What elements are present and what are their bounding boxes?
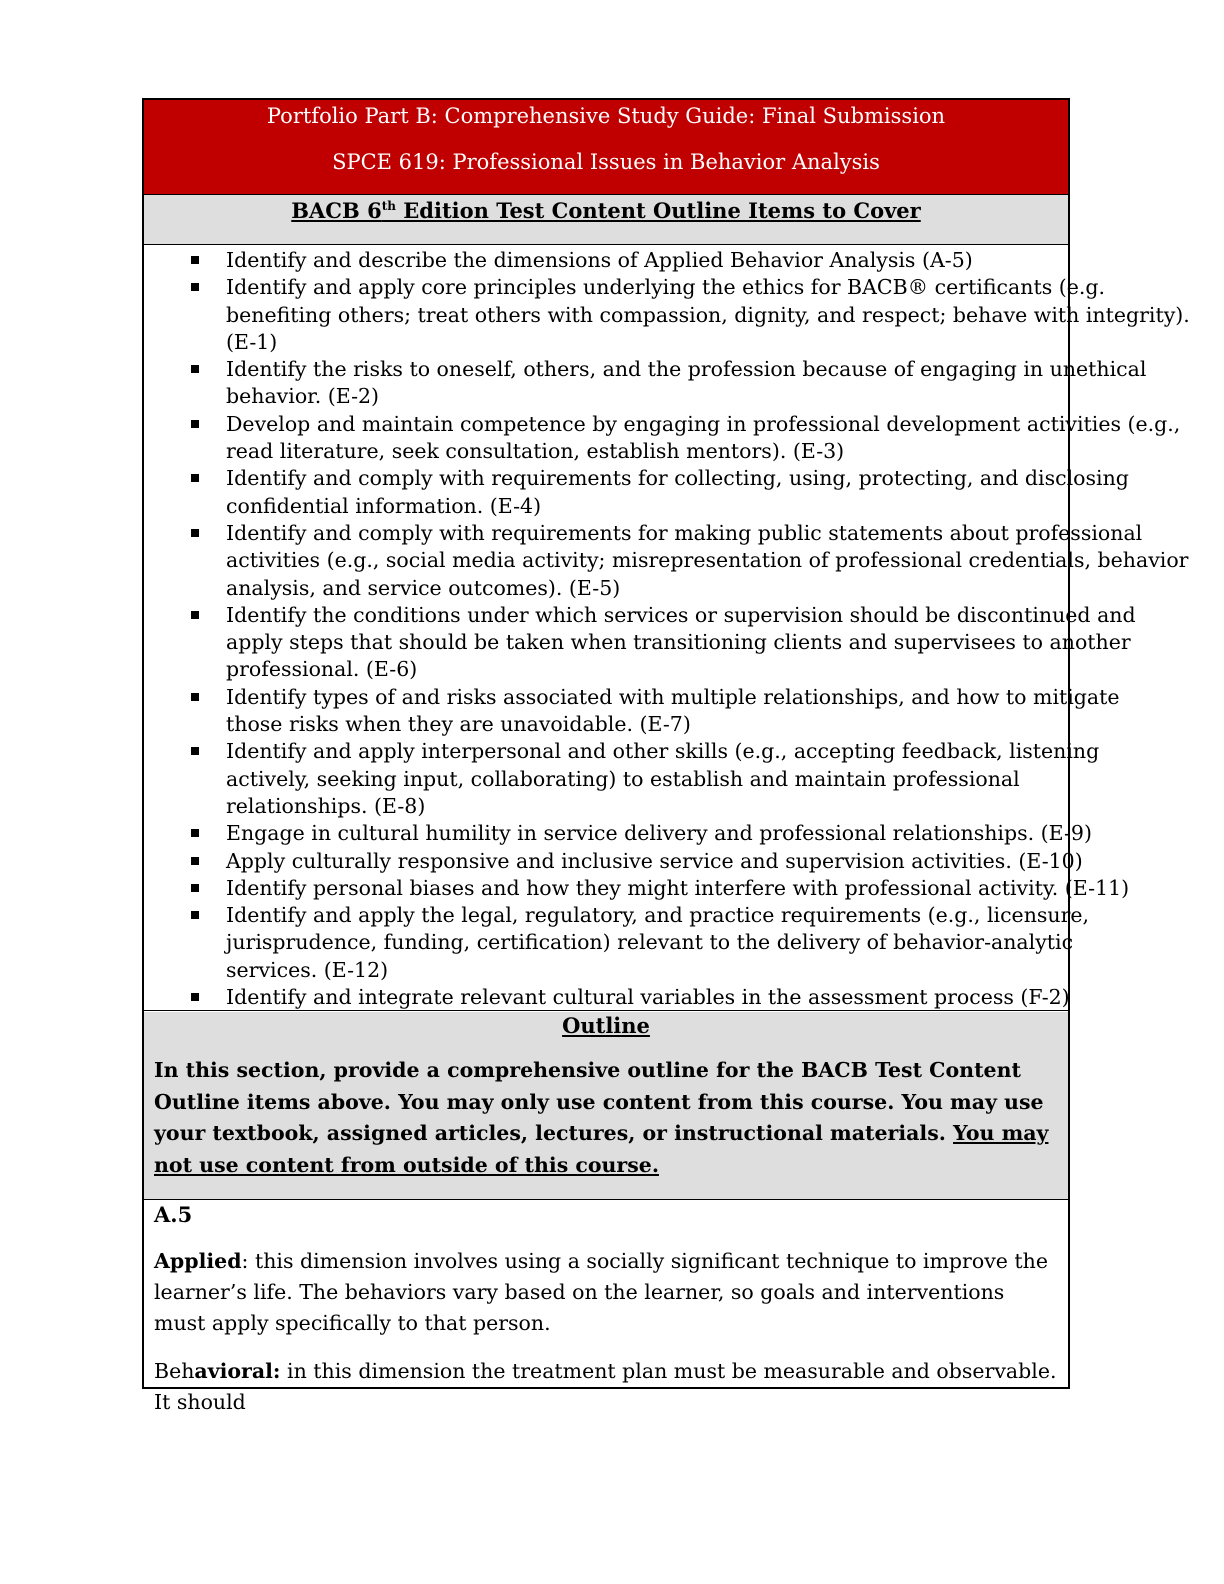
outline-item <box>144 902 1090 984</box>
square-bullet-icon <box>191 611 199 619</box>
outline-item-line: (E-1) <box>226 329 278 354</box>
square-bullet-icon <box>191 283 199 291</box>
outline-item-line: Identify and comply with requirements for collecting, using, protecting, and disclosing <box>226 466 1129 491</box>
outline-item <box>144 684 1120 739</box>
outline-warning: You may not use content from outside of this course. <box>154 1121 1049 1177</box>
outline-item <box>144 465 1129 520</box>
outline-item-line: Identify types of and risks associated with multiple relationships, and how to mitigate <box>226 684 1120 709</box>
outline-instructions: In this section, provide a comprehensive outline for the BACB Test Content Outline items above. You may only use content from this course. You may use your textbook, assigned articles, lectures, or instructional materials. You may not use content from outside of this course. <box>154 1058 1049 1177</box>
answer-content-section <box>144 1201 1068 1414</box>
square-bullet-icon <box>191 365 199 373</box>
square-bullet-icon <box>191 256 199 264</box>
outline-title: Outline <box>562 1013 650 1038</box>
outline-items-list <box>144 247 1190 1011</box>
outline-item <box>144 411 1181 466</box>
outline-instructions-section <box>144 1012 1068 1200</box>
outline-item-line: Identify and apply core principles underlying the ethics for BACB® certificants (e.g. <box>226 275 1106 300</box>
outline-item-line: jurisprudence, funding, certification) relevant to the delivery of behavior-analytic <box>226 930 1074 955</box>
outline-item <box>144 875 1130 902</box>
outline-item <box>144 848 1083 875</box>
square-bullet-icon <box>191 529 199 537</box>
title-header <box>144 100 1068 195</box>
square-bullet-icon <box>191 911 199 919</box>
behavioral-paragraph: Behavioral: in this dimension the treatment plan must be measurable and observable. It should <box>154 1359 1057 1414</box>
outline-item-line: confidential information. (E-4) <box>226 493 542 518</box>
outline-item <box>144 247 1068 274</box>
outline-item-line: Identify the conditions under which services or supervision should be discontinued and <box>226 602 1136 627</box>
outline-item-line: services. (E-12) <box>226 957 389 982</box>
outline-item-line: behavior. (E-2) <box>226 384 380 409</box>
outline-item-line: Engage in cultural humility in service delivery and professional relationships. (E-9) <box>226 821 1092 846</box>
outline-item <box>144 356 1147 411</box>
outline-item-line: Apply culturally responsive and inclusive service and supervision activities. (E-10) <box>226 848 1083 873</box>
outline-items-section <box>144 245 1190 1011</box>
outline-item-line: those risks when they are unavoidable. (E-7) <box>226 712 691 737</box>
square-bullet-icon <box>191 884 199 892</box>
section-code: A.5 <box>154 1202 193 1227</box>
square-bullet-icon <box>191 693 199 701</box>
outline-item-line: actively, seeking input, collaborating) to establish and maintain professional <box>226 766 1020 791</box>
outline-item-line: relationships. (E-8) <box>226 793 426 818</box>
study-guide-table <box>142 98 1190 1414</box>
outline-item-line: Develop and maintain competence by engaging in professional development activities (e.g., <box>226 411 1181 436</box>
square-bullet-icon <box>191 829 199 837</box>
outline-item-line: activities (e.g., social media activity; misrepresentation of professional credentials, behavior <box>226 548 1189 573</box>
square-bullet-icon <box>191 857 199 865</box>
document-title: Portfolio Part B: Comprehensive Study Guide: Final Submission <box>266 104 946 128</box>
outline-item-line: Identify and describe the dimensions of Applied Behavior Analysis (A-5) <box>226 248 973 272</box>
square-bullet-icon <box>191 993 199 1001</box>
outline-item-line: Identify and apply the legal, regulatory, and practice requirements (e.g., licensure, <box>226 903 1090 928</box>
outline-item <box>144 274 1190 356</box>
outline-item-line: Identify and integrate relevant cultural variables in the assessment process (F-2) <box>226 985 1070 1010</box>
outline-item <box>144 602 1136 684</box>
outline-item-line: benefiting others; treat others with compassion, dignity, and respect; behave with integrity). <box>226 302 1190 327</box>
heading-text: BACB 6th Edition Test Content Outline Items to Cover <box>291 198 921 223</box>
outline-item-line: professional. (E-6) <box>226 657 418 682</box>
outline-item <box>144 984 1068 1011</box>
outline-item-line: Identify and comply with requirements for making public statements about professional <box>226 520 1143 545</box>
course-title: SPCE 619: Professional Issues in Behavior Analysis <box>332 150 880 174</box>
square-bullet-icon <box>191 474 199 482</box>
outline-item <box>144 738 1100 820</box>
content-outline-heading <box>144 195 1068 245</box>
applied-paragraph: Applied: this dimension involves using a socially significant technique to improve the learner’s life. The behaviors vary based on the learner, so goals and interventions must apply specifically to that person. <box>154 1249 1048 1335</box>
outline-item-line: Identify the risks to oneself, others, and the profession because of engaging in unethical <box>226 357 1147 382</box>
outline-item-line: read literature, seek consultation, establish mentors). (E-3) <box>226 439 845 464</box>
outline-item-line: Identify personal biases and how they might interfere with professional activity. (E-11) <box>226 875 1130 900</box>
outline-item <box>144 820 1092 847</box>
outline-item <box>144 520 1189 602</box>
outline-item-line: Identify and apply interpersonal and other skills (e.g., accepting feedback, listening <box>226 739 1100 764</box>
outline-item-line: apply steps that should be taken when transitioning clients and supervisees to another <box>226 630 1131 655</box>
square-bullet-icon <box>191 420 199 428</box>
square-bullet-icon <box>191 747 199 755</box>
outline-item-line: analysis, and service outcomes). (E-5) <box>226 575 621 600</box>
